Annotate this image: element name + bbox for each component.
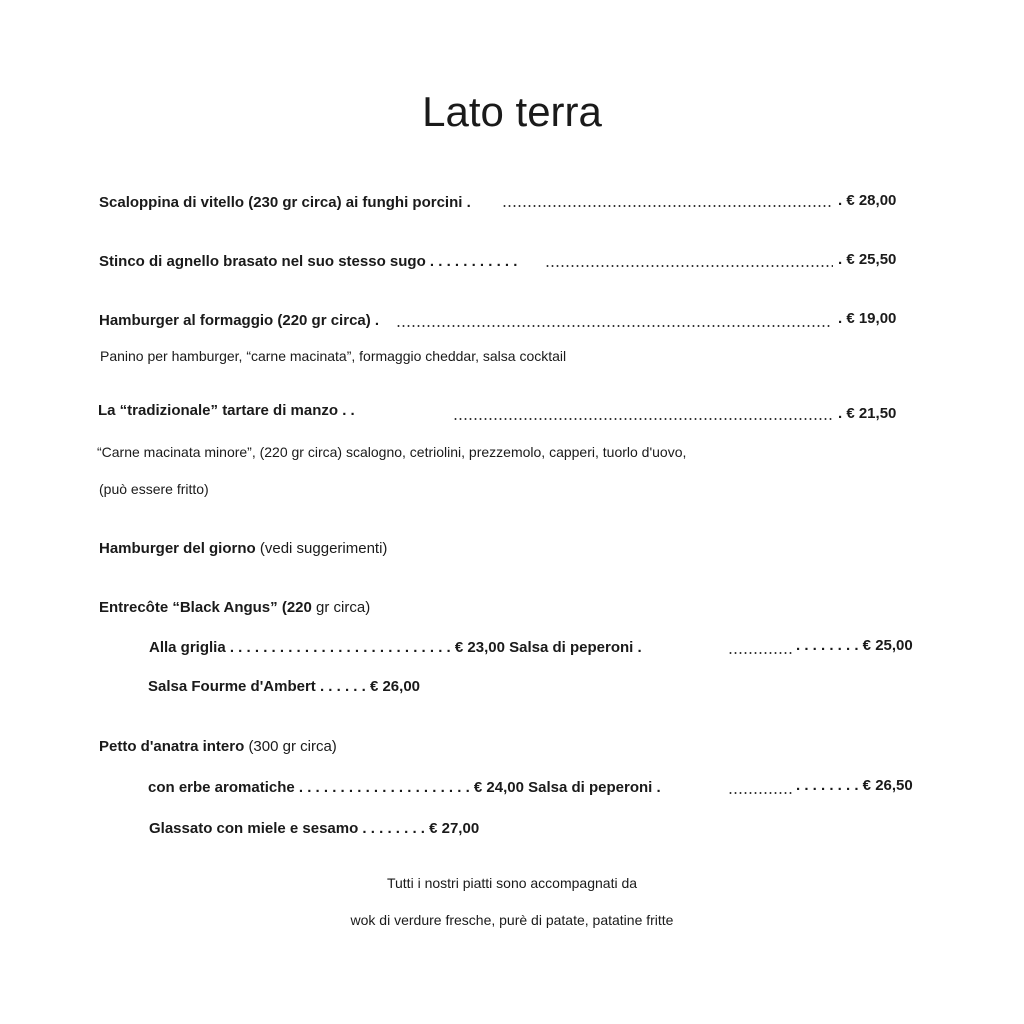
menu-item-description: “Carne macinata minore”, (220 gr circa) scalogno, cetriolini, prezzemolo, capperi, tuorlo d'uovo, [97,444,687,460]
dotted-leader [728,652,792,654]
menu-subitem: con erbe aromatiche . . . . . . . . . . . . . . . . . . . . . € 24,00 Salsa di peperoni . [148,779,661,796]
menu-item-note: (vedi suggerimenti) [259,540,388,557]
menu-item-name: La “tradizionale” tartare di manzo . . [98,402,355,419]
menu-subitem: Alla griglia . . . . . . . . . . . . . . . . . . . . . . . . . . . € 23,00 Salsa di peperoni . [149,639,642,656]
menu-item-entrecote [99,599,370,616]
menu-item-name: Scaloppina di vitello (230 gr circa) ai funghi porcini . [99,194,471,211]
menu-item-price: . € 21,50 [838,405,897,422]
menu-item-price: . € 19,00 [838,310,897,327]
dotted-leader [396,325,832,327]
menu-item-note: (300 gr circa) [248,738,337,755]
menu-item-description: Panino per hamburger, “carne macinata”, formaggio cheddar, salsa cocktail [100,348,567,364]
page-title: Lato terra [422,88,602,135]
menu-item-name: Petto d'anatra intero [99,738,245,755]
menu-item-duck [99,738,337,755]
menu-item-name: Entrecôte “Black Angus” (220 [99,599,312,616]
menu-item-price: . € 25,50 [838,251,897,268]
menu-item-name: Hamburger del giorno [99,540,256,557]
menu-item-note: gr circa) [316,599,371,616]
menu-subitem-price: . . . . . . . . € 25,00 [796,637,913,654]
dotted-leader [453,418,833,420]
footer-note: Tutti i nostri piatti sono accompagnati da [386,875,638,891]
footer-note: wok di verdure fresche, purè di patate, patatine fritte [350,912,674,928]
menu-item-name: Stinco di agnello brasato nel suo stesso sugo . . . . . . . . . . . [99,253,518,270]
dotted-leader [545,265,833,267]
dotted-leader [728,792,792,794]
dotted-leader [502,205,832,207]
menu-item-name: Hamburger al formaggio (220 gr circa) . [99,312,380,329]
menu-item-burger-of-day [99,540,387,557]
menu-subitem-price: . . . . . . . . € 26,50 [796,777,913,794]
menu-subitem: Glassato con miele e sesamo . . . . . . . . € 27,00 [149,820,480,837]
menu-item-description: (può essere fritto) [99,481,209,497]
menu-item-price: . € 28,00 [838,192,897,209]
menu-subitem: Salsa Fourme d'Ambert . . . . . . € 26,00 [148,678,420,695]
